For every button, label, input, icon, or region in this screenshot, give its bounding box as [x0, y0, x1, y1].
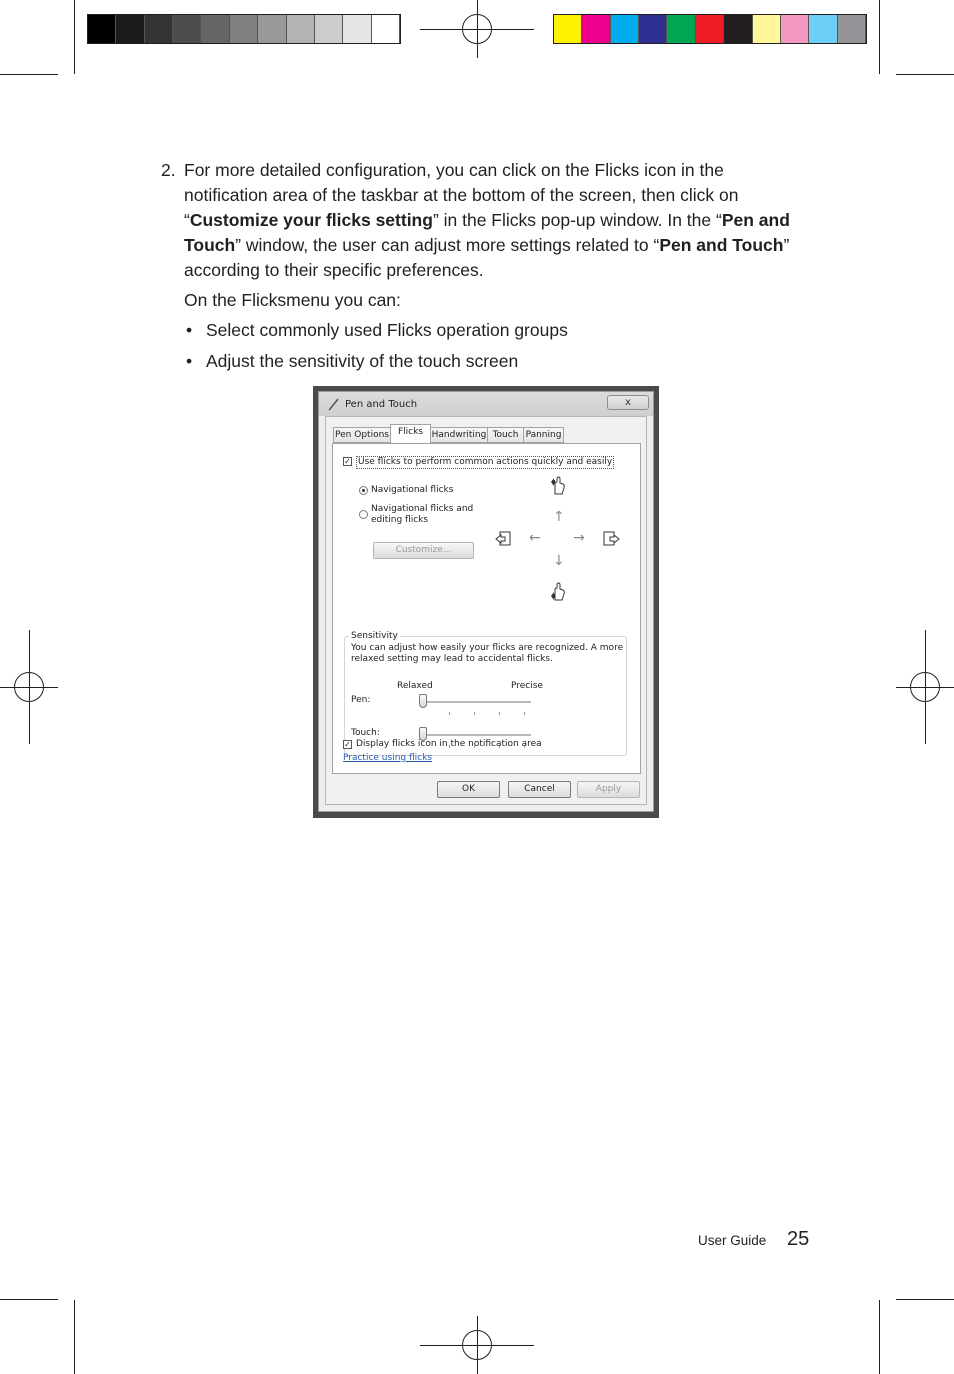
color-swatch [809, 15, 837, 43]
sensitivity-title: Sensitivity [351, 631, 398, 641]
color-swatch [258, 15, 286, 43]
color-swatch [838, 15, 866, 43]
pen-icon [327, 397, 341, 411]
flicks-panel [332, 443, 641, 774]
sensitivity-description: You can adjust how easily your flicks are recognized. A more [351, 643, 624, 653]
arrow-up-icon: ↑ [553, 509, 565, 525]
touch-label: Touch: [351, 728, 380, 738]
page-number: 25 [787, 1228, 810, 1250]
color-swatch [611, 15, 639, 43]
touch-slider-track[interactable] [421, 734, 531, 737]
radio-navigational-editing-flicks[interactable] [359, 510, 368, 519]
text-fragment: ” in the Flicks pop-up window. In the “ [432, 210, 722, 230]
color-swatch [88, 15, 116, 43]
back-page-icon [494, 529, 514, 549]
color-swatch [554, 15, 582, 43]
sensitivity-group [344, 631, 627, 756]
tab-handwriting[interactable]: Handwriting [430, 427, 488, 443]
bullet-item: Adjust the sensitivity of the touch screen [206, 351, 519, 371]
color-swatch [372, 15, 400, 43]
color-swatch [667, 15, 695, 43]
paragraph: On the Flicksmenu you can: [184, 290, 401, 310]
registration-mark [14, 672, 44, 702]
color-swatch [582, 15, 610, 43]
title-bar[interactable] [319, 392, 653, 416]
display-flicks-icon-label[interactable]: Display flicks icon in the notification area [356, 739, 542, 749]
text-fragment: “ [184, 210, 190, 230]
arrow-down-icon: ↓ [553, 553, 565, 569]
slider-tick [524, 712, 525, 715]
paragraph-line: according to their specific preferences. [184, 260, 484, 280]
color-swatch [696, 15, 724, 43]
registration-mark [462, 1330, 492, 1360]
sensitivity-description: relaxed setting may lead to accidental flicks. [351, 654, 553, 664]
close-button[interactable]: x [607, 395, 649, 410]
arrow-left-icon: ← [529, 530, 541, 546]
bullet-dot: • [186, 320, 193, 340]
step-number: 2. [161, 160, 176, 180]
bold-text: Touch [184, 235, 236, 255]
forward-page-icon [601, 529, 621, 549]
precise-label: Precise [511, 681, 543, 691]
paragraph-line [184, 233, 789, 258]
crop-mark [74, 0, 75, 74]
bold-text: Pen and Touch [659, 235, 784, 255]
color-swatch [781, 15, 809, 43]
crop-mark [0, 74, 58, 75]
color-swatch [201, 15, 229, 43]
tab-pen-options[interactable]: Pen Options [333, 427, 391, 443]
hand-up-icon [548, 476, 568, 496]
ok-button[interactable]: OK [437, 781, 500, 798]
hand-down-icon [548, 582, 568, 602]
crop-mark [0, 1299, 58, 1300]
use-flicks-label[interactable]: Use flicks to perform common actions quickly and easily [358, 457, 613, 467]
paragraph-line [184, 208, 790, 233]
crop-mark [879, 1300, 880, 1374]
slider-tick [474, 712, 475, 715]
paragraph-line: For more detailed configuration, you can click on the Flicks icon in the [184, 160, 724, 180]
apply-button[interactable]: Apply [577, 781, 640, 798]
color-swatch [116, 15, 144, 43]
grayscale-bar [87, 14, 401, 44]
bold-text: Pen and [721, 210, 790, 230]
arrow-right-icon: → [573, 530, 585, 546]
color-swatch [343, 15, 371, 43]
color-swatch [639, 15, 667, 43]
crop-mark [74, 1300, 75, 1374]
crop-mark [896, 1299, 954, 1300]
slider-tick [449, 712, 450, 715]
slider-tick [499, 712, 500, 715]
relaxed-label: Relaxed [397, 681, 433, 691]
tab-flicks[interactable]: Flicks [390, 424, 431, 443]
bullet-dot: • [186, 351, 193, 371]
tab-panning[interactable]: Panning [523, 427, 564, 443]
color-swatch [145, 15, 173, 43]
dialog-client-area [325, 416, 647, 805]
pen-slider-thumb[interactable] [419, 694, 427, 708]
text-fragment: ” window, the user can adjust more settings related to “ [235, 235, 660, 255]
registration-mark [910, 672, 940, 702]
customize-button[interactable]: Customize... [373, 542, 474, 559]
radio-navigational-flicks[interactable] [359, 486, 368, 495]
radio-navigational-flicks-label[interactable]: Navigational flicks [371, 485, 454, 495]
pen-label: Pen: [351, 695, 371, 705]
display-flicks-icon-checkbox[interactable]: ✓ [344, 740, 351, 749]
color-swatch [315, 15, 343, 43]
bold-text: Customize your flicks setting [189, 210, 433, 230]
tab-touch[interactable]: Touch [487, 427, 524, 443]
dialog-title: Pen and Touch [345, 399, 418, 410]
radio-navigational-editing-label[interactable]: editing flicks [371, 515, 429, 525]
crop-mark [896, 74, 954, 75]
pen-slider-track[interactable] [421, 701, 531, 704]
color-swatch [753, 15, 781, 43]
paragraph-line: notification area of the taskbar at the bottom of the screen, then click on [184, 185, 739, 205]
practice-flicks-link[interactable]: Practice using flicks [343, 753, 432, 763]
color-swatch [173, 15, 201, 43]
color-swatch [287, 15, 315, 43]
cancel-button[interactable]: Cancel [508, 781, 571, 798]
color-swatch [230, 15, 258, 43]
color-swatch [724, 15, 752, 43]
radio-navigational-editing-label[interactable]: Navigational flicks and [371, 504, 474, 514]
pen-and-touch-dialog [318, 391, 654, 812]
crop-mark [879, 0, 880, 74]
color-bar [553, 14, 867, 44]
text-fragment: ” [783, 235, 790, 255]
footer-label: User Guide [698, 1233, 767, 1248]
bullet-item: Select commonly used Flicks operation groups [206, 320, 568, 340]
use-flicks-checkbox[interactable]: ✓ [344, 457, 351, 466]
registration-mark [462, 14, 492, 44]
